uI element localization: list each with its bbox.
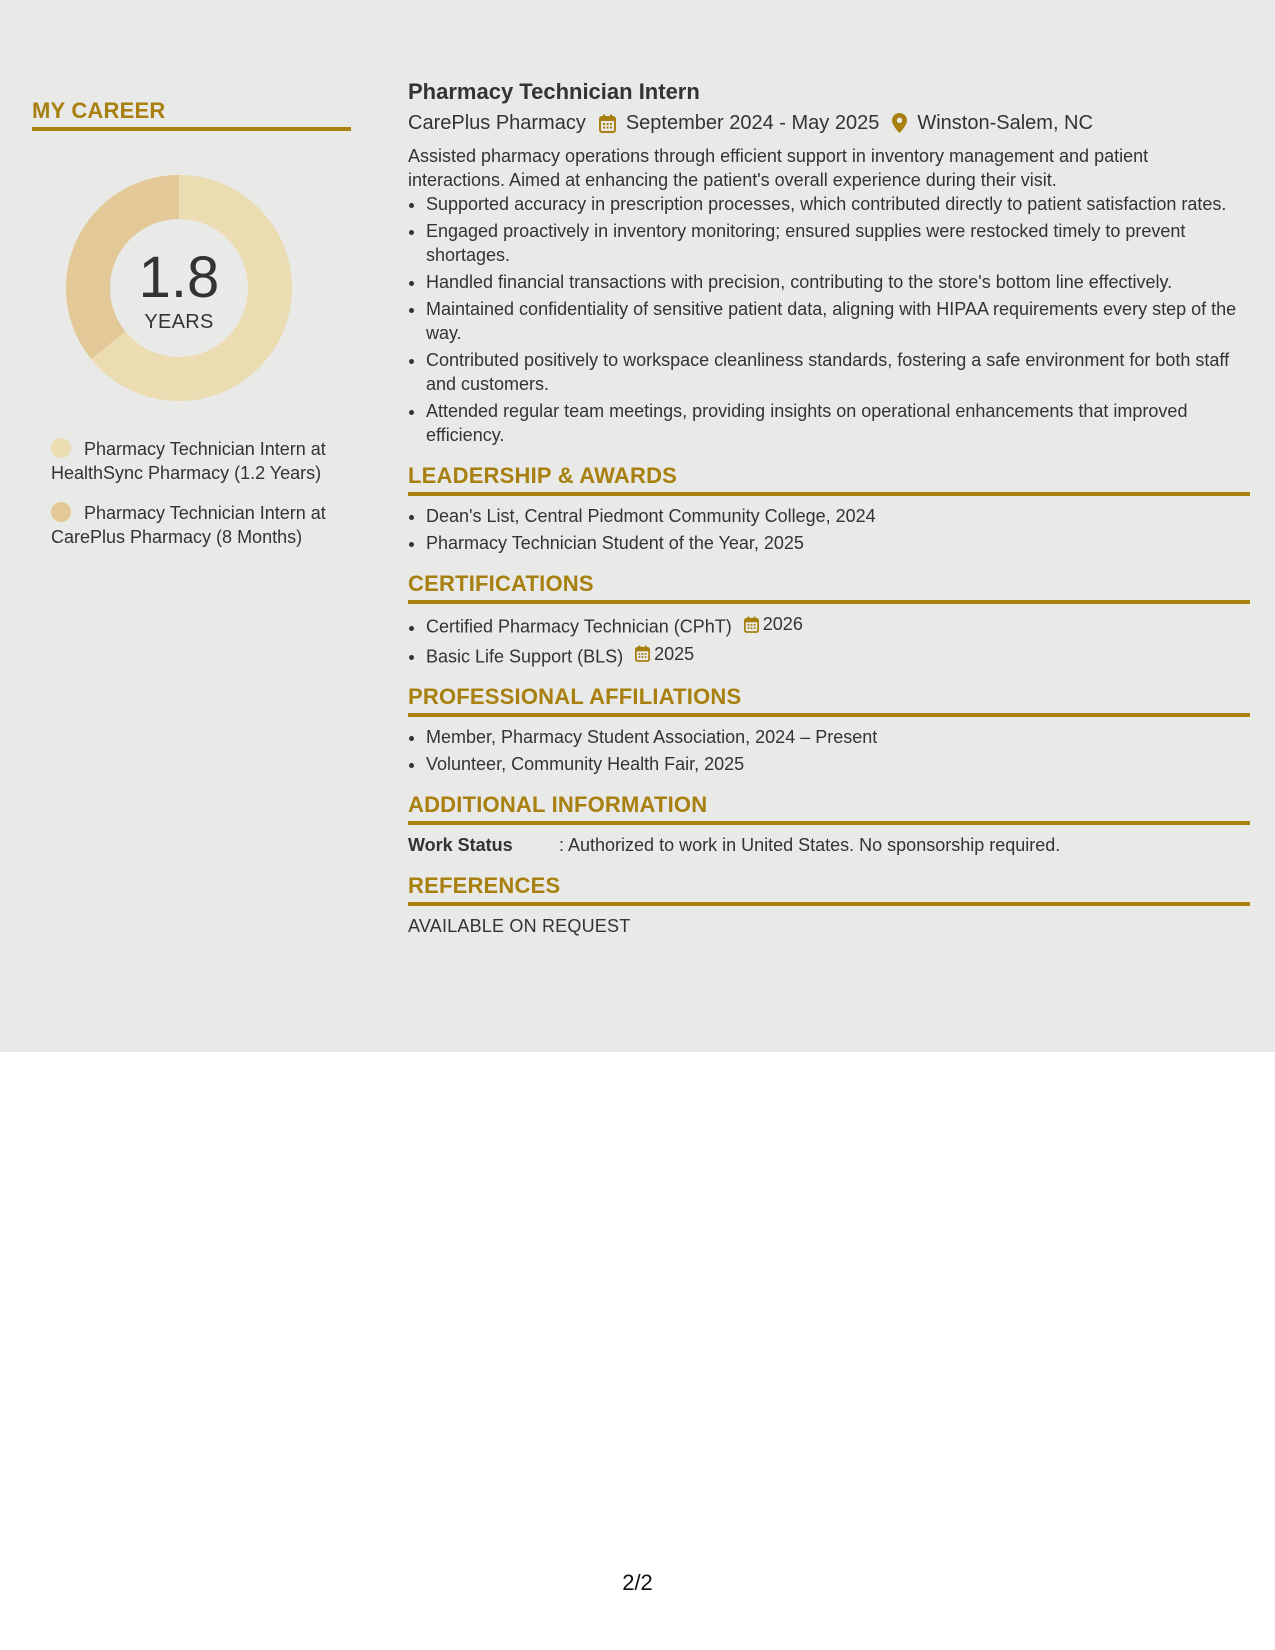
work-status-label: Work Status — [408, 835, 513, 855]
legend-item — [51, 437, 331, 485]
affiliations-list — [408, 725, 1250, 776]
certifications-section — [408, 571, 1250, 668]
leadership-section — [408, 463, 1250, 555]
list-item: • Handled financial transactions with precision, contributing to the store's bottom line effectively. — [426, 270, 1250, 294]
references-text: AVAILABLE ON REQUEST — [408, 916, 631, 936]
list-item — [426, 612, 1250, 639]
list-item: • Maintained confidentiality of sensitive patient data, aligning with HIPAA requirements every step of the way. — [426, 297, 1250, 345]
list-item: • Contributed positively to workspace cleanliness standards, fostering a safe environment for both staff and customers. — [426, 348, 1250, 396]
list-item: • Dean's List, Central Piedmont Community College, 2024 — [426, 504, 1250, 528]
cert-name: Basic Life Support (BLS) — [426, 646, 624, 666]
calendar-icon — [635, 645, 650, 662]
list-item: • Engaged proactively in inventory monitoring; ensured supplies were restocked timely to prevent shortages. — [426, 219, 1250, 267]
legend-label: Pharmacy Technician Intern at CarePlus Pharmacy (8 Months) — [51, 503, 326, 547]
references-heading: REFERENCES — [408, 873, 1250, 906]
legend-label: Pharmacy Technician Intern at HealthSync Pharmacy (1.2 Years) — [51, 439, 326, 483]
legend-item — [51, 501, 331, 549]
cert-year — [744, 612, 803, 636]
main-content — [408, 78, 1250, 938]
list-item: • Member, Pharmacy Student Association, 2024 – Present — [426, 725, 1250, 749]
legend-dot-icon — [51, 502, 71, 522]
list-item: • Pharmacy Technician Student of the Year, 2025 — [426, 531, 1250, 555]
calendar-icon — [599, 114, 616, 133]
additional-info-section — [408, 792, 1250, 857]
total-years-unit: YEARS — [144, 310, 214, 333]
cert-year — [635, 642, 694, 666]
job-meta — [408, 110, 1250, 136]
certifications-heading: CERTIFICATIONS — [408, 571, 1250, 604]
affiliations-section — [408, 684, 1250, 776]
work-status-row — [408, 833, 1250, 857]
job-dates: September 2024 - May 2025 — [625, 112, 880, 134]
career-sidebar — [32, 98, 351, 565]
cert-year-text: 2025 — [654, 643, 695, 664]
job-location: Winston-Salem, NC — [917, 112, 1093, 134]
additional-info-heading: ADDITIONAL INFORMATION — [408, 792, 1250, 825]
work-status-value: : Authorized to work in United States. No sponsorship required. — [559, 835, 1061, 855]
list-item — [426, 642, 1250, 669]
leadership-list — [408, 504, 1250, 555]
job-company: CarePlus Pharmacy — [408, 112, 586, 134]
calendar-icon — [744, 616, 759, 633]
references-section — [408, 873, 1250, 938]
legend-dot-icon — [51, 438, 71, 458]
total-years-value: 1.8 — [138, 244, 220, 310]
job-title: Pharmacy Technician Intern — [408, 79, 700, 104]
cert-name: Certified Pharmacy Technician (CPhT) — [426, 616, 732, 637]
job-bullets — [408, 192, 1250, 447]
career-legend — [32, 437, 331, 549]
experience-entry — [408, 78, 1250, 447]
leadership-heading: LEADERSHIP & AWARDS — [408, 463, 1250, 496]
job-summary: Assisted pharmacy operations through efficient support in inventory management and patient interactions. Aimed at enhancing the patient's overall experience during their visit. — [408, 146, 1149, 190]
page-number: 2/2 — [622, 1570, 653, 1595]
certifications-list — [408, 612, 1250, 668]
list-item: • Volunteer, Community Health Fair, 2025 — [426, 752, 1250, 776]
location-pin-icon — [892, 113, 907, 133]
list-item: • Supported accuracy in prescription processes, which contributed directly to patient satisfaction rates. — [426, 192, 1250, 216]
list-item: • Attended regular team meetings, providing insights on operational enhancements that improved efficiency. — [426, 399, 1250, 447]
cert-year-text: 2026 — [762, 614, 803, 634]
career-donut-chart — [66, 175, 292, 401]
donut-center — [66, 175, 292, 401]
affiliations-heading: PROFESSIONAL AFFILIATIONS — [408, 684, 1250, 717]
career-heading: MY CAREER — [32, 98, 351, 131]
